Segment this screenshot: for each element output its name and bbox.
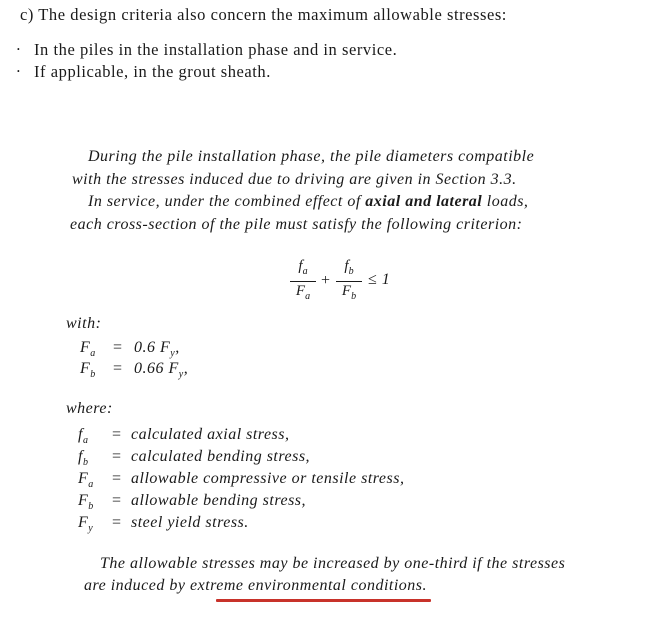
paragraph-line-3: [88, 193, 528, 211]
closing-line-2: [84, 577, 427, 595]
fraction-bar: [290, 281, 316, 282]
formula-num-symbol: f: [298, 258, 303, 274]
where-definition: steel yield stress.: [131, 514, 249, 531]
paragraph-line-1: During the pile installation phase, the pile diameters compatible: [88, 148, 535, 165]
paragraph-line-3-start: In service, under the combined effect of: [88, 193, 366, 210]
where-equals: =: [112, 426, 122, 443]
paragraph-line-4: each cross-section of the pile must satisfy the following criterion:: [70, 216, 523, 233]
with-symbol: $F_b$: [80, 360, 96, 381]
formula-num-sub: b: [348, 266, 354, 277]
highlighted-phrase: extreme environmental conditions: [189, 577, 423, 594]
where-definition: allowable compressive or tensile stress,: [131, 470, 405, 487]
bullet-item-grout: If applicable, in the grout sheath.: [34, 62, 271, 81]
where-equals: =: [112, 470, 122, 487]
where-equals: =: [112, 514, 122, 531]
paragraph-line-2: with the stresses induced due to driving are given in Section 3.3.: [72, 171, 517, 188]
where-equals: =: [112, 492, 122, 509]
red-underline-annotation: [216, 599, 431, 602]
where-definition: calculated bending stress,: [131, 448, 311, 465]
where-label: where:: [66, 400, 113, 417]
formula-den-symbol: F: [295, 283, 306, 299]
formula-num-symbol: f: [344, 258, 349, 274]
closing-line-1: The allowable stresses may be increased by one-third if the stresses: [100, 555, 566, 572]
with-value: 0.66 $F_y$,: [134, 360, 189, 381]
where-equals: =: [112, 448, 122, 465]
bullet-marker: ·: [16, 40, 21, 58]
with-equals: =: [113, 339, 123, 356]
paragraph-line-3-end: loads,: [482, 193, 529, 210]
where-symbol: $f_b$: [78, 448, 89, 469]
where-definition: calculated axial stress,: [131, 426, 290, 443]
formula-fraction-axial: [290, 258, 316, 305]
with-value: 0.6 $F_y$,: [134, 339, 180, 360]
paragraph-emphasis: axial and lateral: [365, 193, 483, 210]
where-definition: allowable bending stress,: [131, 492, 307, 509]
where-symbol: $F_y$: [78, 514, 94, 535]
formula-plus: +: [321, 272, 331, 289]
formula-den-sub: b: [351, 291, 357, 302]
formula-num-sub: a: [302, 266, 308, 277]
formula-den-sub: a: [305, 291, 311, 302]
closing-line-2-end: .: [422, 577, 428, 594]
where-symbol: $F_b$: [78, 492, 94, 513]
where-symbol: $F_a$: [78, 470, 94, 491]
fraction-bar: [336, 281, 362, 282]
formula-relation: ≤ 1: [368, 271, 391, 288]
formula-fraction-bending: [336, 258, 362, 305]
formula-den-symbol: F: [341, 283, 352, 299]
with-symbol: $F_a$: [80, 339, 96, 360]
with-equals: =: [113, 360, 123, 377]
where-symbol: $f_a$: [78, 426, 89, 447]
with-label: with:: [66, 315, 102, 332]
bullet-marker: ·: [16, 62, 21, 80]
bullet-item-piles: In the piles in the installation phase and in service.: [34, 40, 398, 59]
criteria-heading: c) The design criteria also concern the maximum allowable stresses:: [20, 5, 507, 24]
closing-line-2-start: are induced by: [84, 577, 190, 594]
